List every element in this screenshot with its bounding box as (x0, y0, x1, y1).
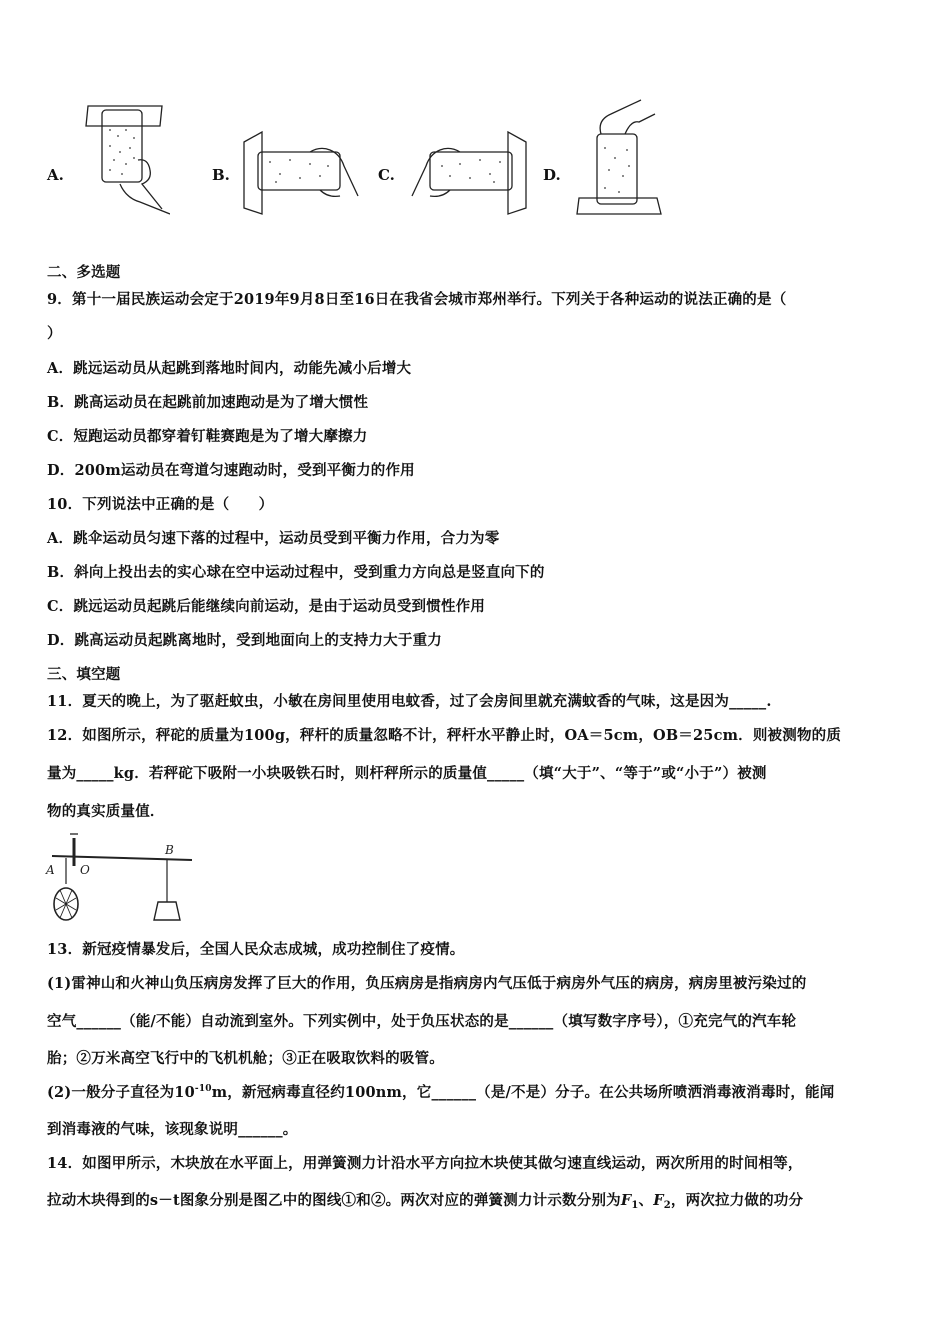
figure-c-horizontal-cup (410, 130, 530, 220)
point-o-label: O (80, 863, 90, 877)
point-a-label: A (46, 863, 55, 877)
q13-line5: (2)一般分子直径为$10^{-10}m$，新冠病毒直径约100nm，它______（是/不是）分子。在公共场所喷洒消毒液消毒时，能闻 (47, 1084, 835, 1101)
q11-text: 11．夏天的晚上，为了驱赶蚊虫，小敏在房间里使用电蚊香，过了会房间里就充满蚊香的气味，这是因为_____. (47, 693, 772, 710)
q14-line1: 14．如图甲所示，木块放在水平面上，用弹簧测力计沿水平方向拉木块使其做匀速直线运动，两次所用的时间相等， (47, 1155, 803, 1172)
option-a-label: A. (47, 166, 64, 184)
section-heading-multi-choice: 二、多选题 (47, 264, 121, 281)
q10-option-a: A．跳伞运动员匀速下落的过程中，运动员受到平衡力作用，合力为零 (47, 530, 500, 547)
q9-stem-end: ） (47, 325, 62, 342)
q9-stem: 9．第十一届民族运动会定于2019年9月8日至16日在我省会城市郑州举行。下列关于各种运动的说法正确的是（ (47, 291, 787, 308)
q10-option-c: C．跳远运动员起跳后能继续向前运动，是由于运动员受到惯性作用 (47, 598, 486, 615)
q10-option-d: D．跳高运动员起跳离地时，受到地面向上的支持力大于重力 (47, 632, 442, 649)
section-heading-fill-blank: 三、填空题 (47, 666, 121, 683)
point-b-label: B (165, 843, 174, 857)
option-b-label: B. (212, 166, 230, 184)
q13-line3: 空气______（能/不能）自动流到室外。下列实例中，处于负压状态的是______（填写数字序号），①充完气的汽车轮 (47, 1013, 797, 1030)
q13-line4: 胎；②万米高空飞行中的飞机机舱；③正在吸取饮料的吸管。 (47, 1050, 444, 1067)
figure-d-upright-cup (575, 98, 665, 220)
q13-line1: 13．新冠疫情暴发后，全国人民众志成城，成功控制住了疫情。 (47, 941, 465, 958)
q10-stem: 10．下列说法中正确的是（ ） (47, 496, 274, 513)
q9-option-d: D．200m运动员在弯道匀速跑动时，受到平衡力的作用 (47, 462, 415, 479)
q9-option-a: A．跳远运动员从起跳到落地时间内，动能先减小后增大 (47, 360, 412, 377)
q13-line6: 到消毒液的气味，该现象说明______。 (47, 1121, 298, 1138)
q9-option-b: B．跳高运动员在起跳前加速跑动是为了增大惯性 (47, 394, 369, 411)
figure-a-inverted-cup (80, 100, 170, 220)
q12-line3: 物的真实质量值． (47, 803, 165, 820)
option-c-label: C. (378, 166, 395, 184)
q12-line2: 量为_____kg．若秤砣下吸附一小块吸铁石时，则杆秤所示的质量值_____（填“大于”、“等于”或“小于”）被测 (47, 765, 767, 782)
figure-b-horizontal-cup (240, 130, 360, 220)
q12-line1: 12．如图所示，秤砣的质量为100g，秤杆的质量忽略不计，秤杆水平静止时，OA＝5cm，OB＝25cm．则被测物的质 (47, 727, 842, 744)
q10-option-b: B．斜向上投出去的实心球在空中运动过程中，受到重力方向总是竖直向下的 (47, 564, 545, 581)
q13-line2: (1)雷神山和火神山负压病房发挥了巨大的作用，负压病房是指病房内气压低于病房外气压的病房，病房里被污染过的 (47, 975, 807, 992)
steelyard-diagram (44, 832, 199, 930)
q14-line2: 拉动木块得到的s－t图象分别是图乙中的图线①和②。两次对应的弹簧测力计示数分别为$F_1$、$F_2$，两次拉力做的功分 (47, 1192, 804, 1211)
option-d-label: D. (543, 166, 561, 184)
q9-option-c: C．短跑运动员都穿着钉鞋赛跑是为了增大摩擦力 (47, 428, 368, 445)
